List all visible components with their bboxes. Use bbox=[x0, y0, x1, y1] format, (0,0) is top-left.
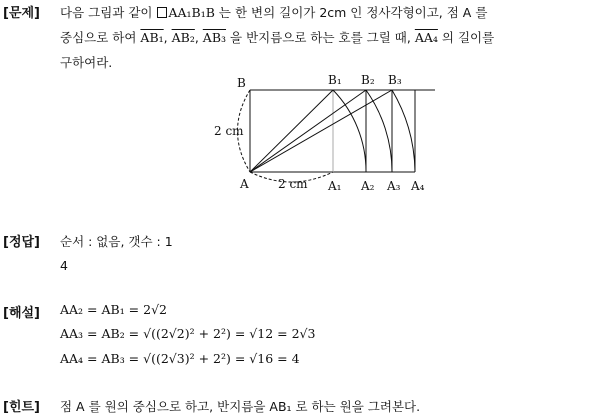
geometry-figure bbox=[0, 0, 592, 200]
segment-aa4: AA₄ bbox=[414, 30, 438, 45]
problem-line2-a: 중심으로 하여 bbox=[60, 30, 137, 45]
segment-ab2: AB₂ bbox=[171, 30, 195, 45]
side-length-label: 2 cm bbox=[214, 124, 244, 138]
problem-line1-a: 다음 그림과 같이 bbox=[60, 5, 153, 20]
problem-line2-c: 의 길이를 bbox=[441, 30, 495, 45]
label-a2: A₂ bbox=[361, 179, 375, 193]
hint-tag: [힌트] bbox=[3, 400, 40, 415]
solution-eq-3: AA₄ = AB₃ = √((2√3)² + 2²) = √16 = 4 bbox=[60, 351, 300, 366]
label-b: B bbox=[237, 76, 246, 90]
label-b1: B₁ bbox=[328, 73, 342, 87]
segment-ab1: AB₁ bbox=[140, 30, 164, 45]
solution-eq-2: AA₃ = AB₂ = √((2√2)² + 2²) = √12 = 2√3 bbox=[60, 326, 316, 341]
label-a3: A₃ bbox=[387, 179, 401, 193]
arc-1 bbox=[333, 90, 366, 172]
problem-tag: [문제] bbox=[3, 6, 40, 21]
label-a4: A₄ bbox=[411, 179, 425, 193]
hint-text: 점 A 를 원의 중심으로 하고, 반지름을 AB₁ 로 하는 원을 그려본다. bbox=[60, 399, 421, 414]
answer-value: 4 bbox=[60, 258, 68, 273]
problem-line1-b: 는 한 변의 길이가 2cm 인 정사각형이고, 점 A 를 bbox=[218, 5, 488, 20]
solution-tag: [해설] bbox=[3, 306, 40, 321]
answer-tag: [정답] bbox=[3, 235, 40, 250]
label-b2: B₂ bbox=[361, 73, 375, 87]
problem-line2-b: 을 반지름으로 하는 호를 그릴 때, bbox=[230, 30, 411, 45]
solution-eq-1: AA₂ = AB₁ = 2√2 bbox=[60, 302, 168, 317]
label-a: A bbox=[240, 177, 249, 191]
square-label: AA₁B₁B bbox=[168, 5, 215, 20]
arc-3 bbox=[392, 90, 415, 172]
label-a1: A₁ bbox=[328, 179, 342, 193]
segment-ab2-line bbox=[250, 90, 366, 172]
answer-text: 순서 : 없음, 갯수 : 1 bbox=[60, 234, 173, 249]
segment-ab3: AB₃ bbox=[202, 30, 227, 45]
bottom-length-label: 2 cm bbox=[278, 177, 308, 191]
label-b3: B₃ bbox=[388, 73, 402, 87]
problem-line-3: 구하여라. bbox=[60, 55, 113, 70]
problem-line-2: 중심으로 하여 AB₁, AB₂, AB₃ 을 반지름으로 하는 호를 그릴 때, AA₄ 의 길이를 bbox=[60, 30, 495, 45]
